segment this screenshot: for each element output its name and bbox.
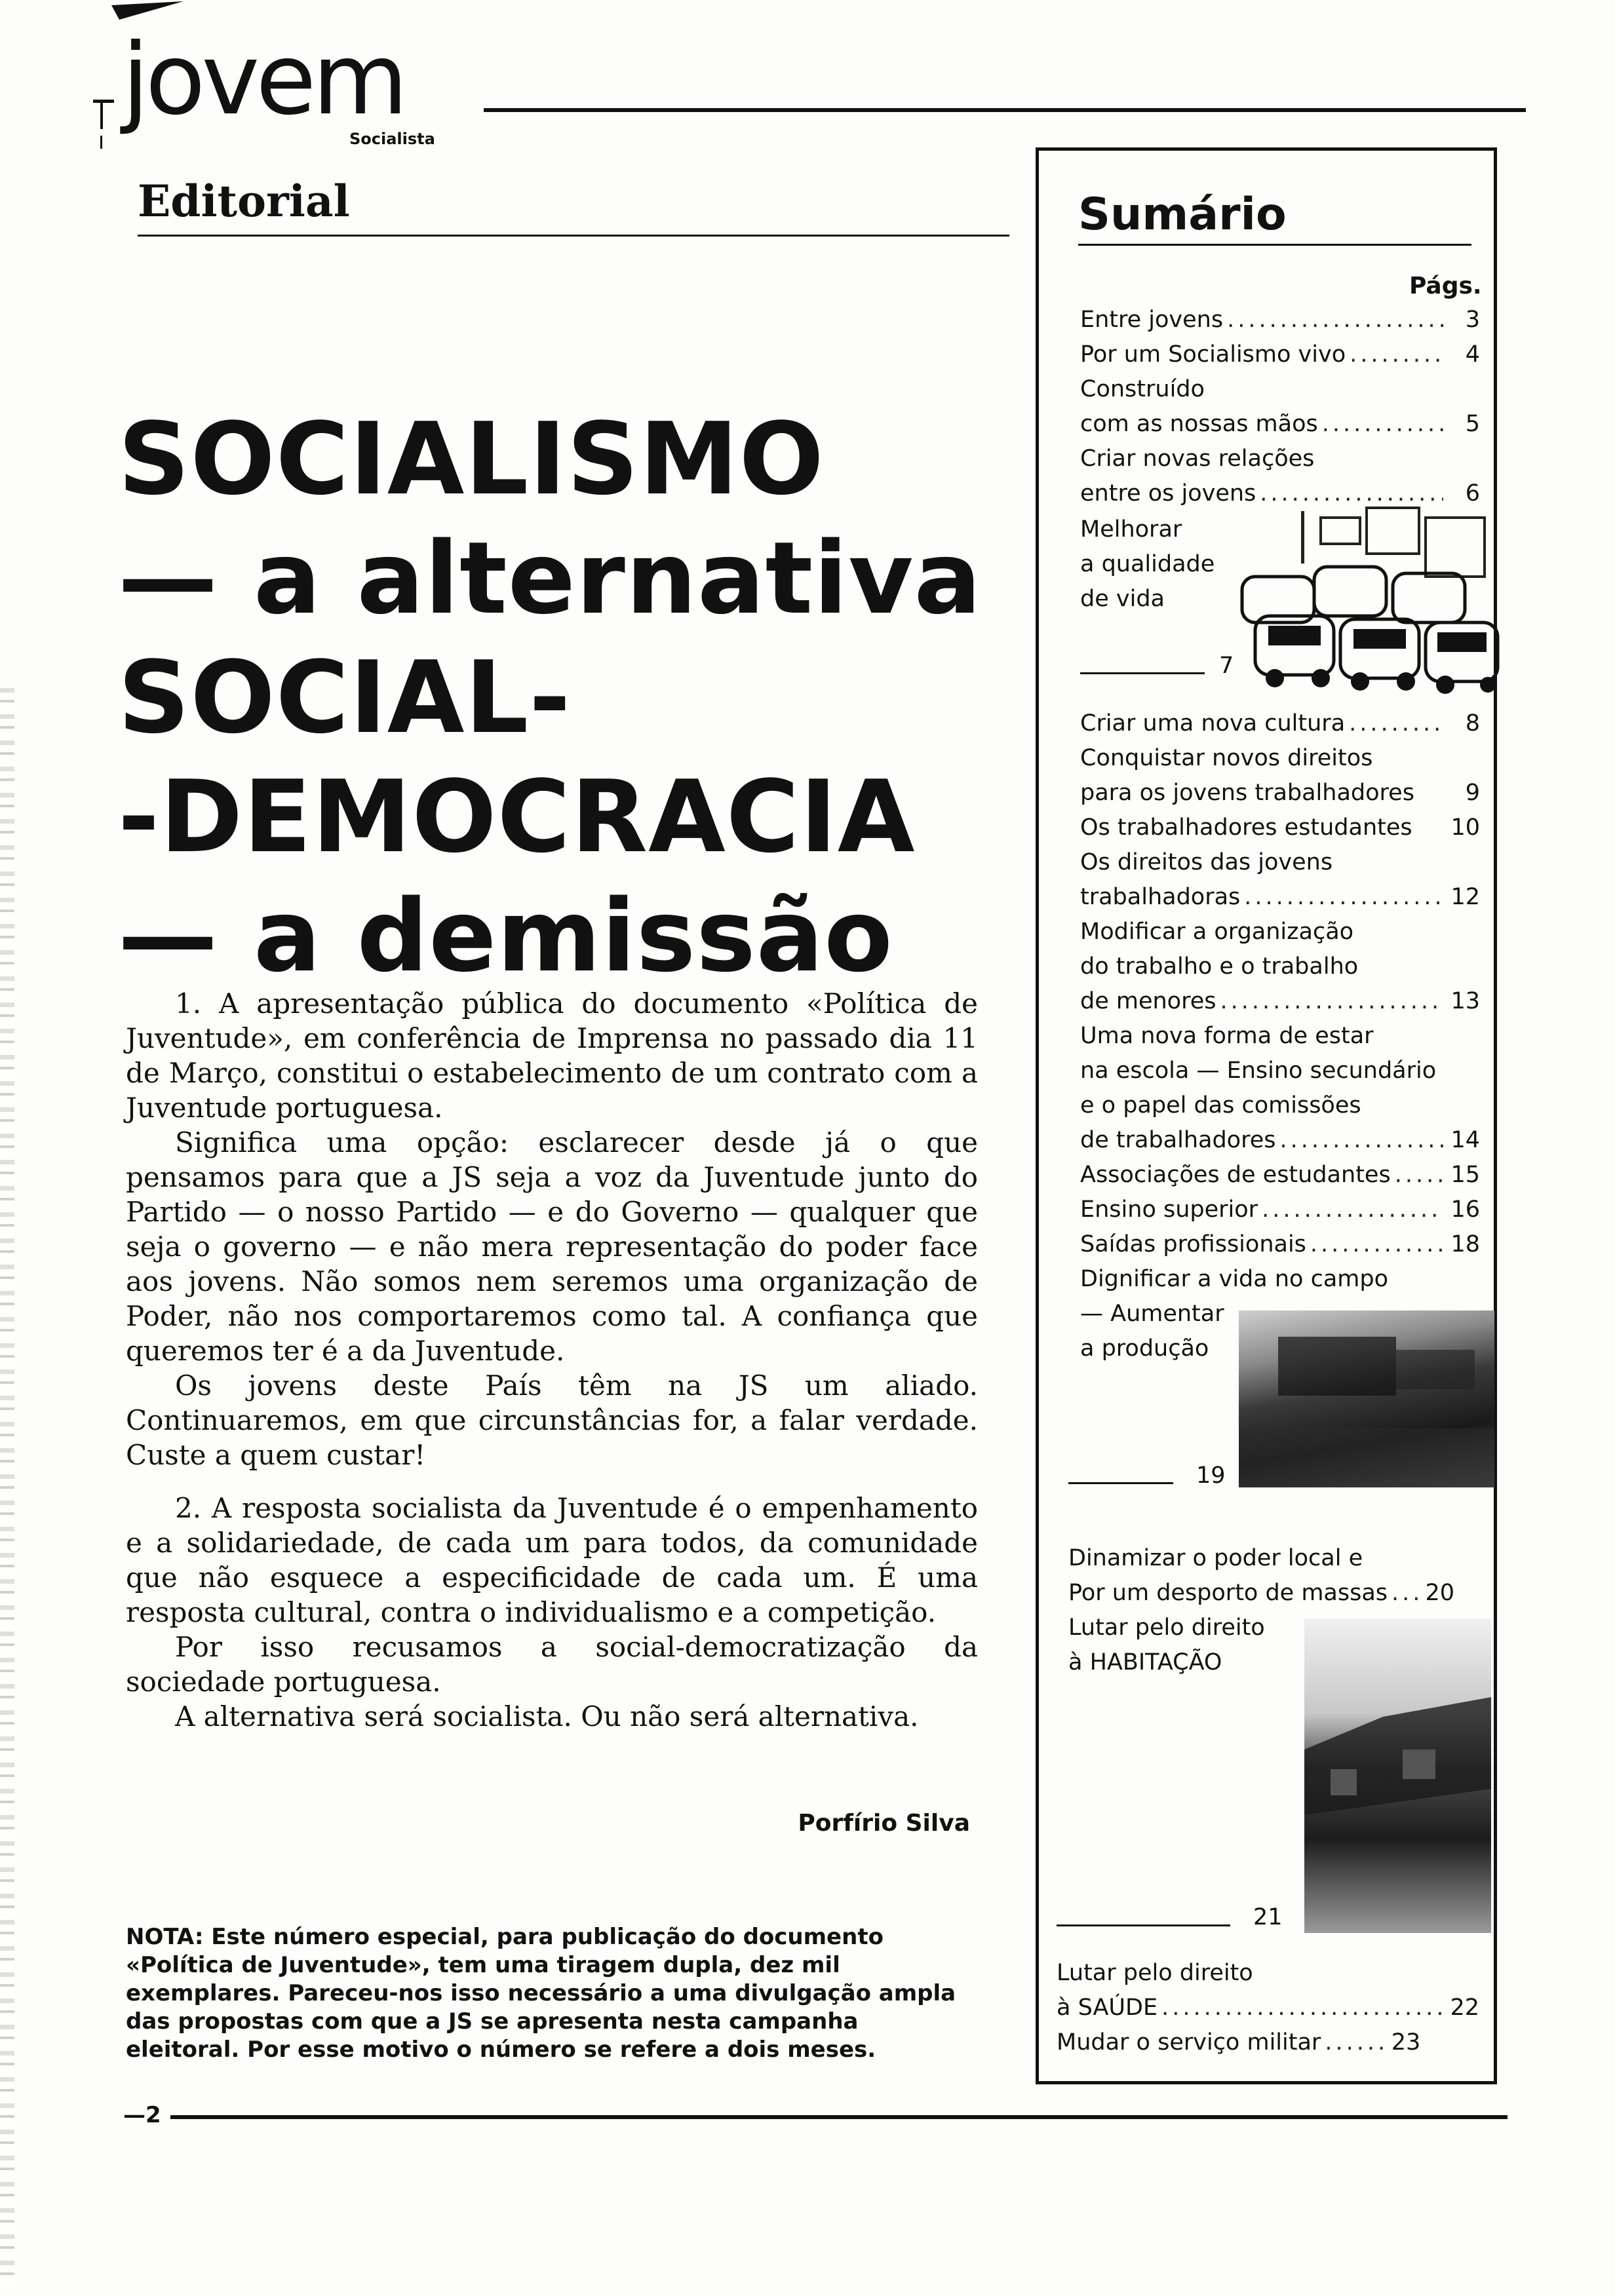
headline-line: — a alternativa [118, 520, 982, 636]
toc-entry-line: Dinamizar o poder local e [1068, 1545, 1363, 1571]
toc-entry-line: Os direitos das jovens [1080, 849, 1333, 875]
toc-entry-line: à HABITAÇÃO [1068, 1649, 1222, 1675]
figure-rule [1080, 672, 1205, 674]
note-text: Este número especial, para publicação do documento «Política de Juventude», tem uma tiragem dupla, dez mil exemplares. Pareceu-nos isso necessário a uma divulgação ampla das propostas com que a JS se apresenta nesta campanha eleitoral. Por esse motivo o número se refere a dois meses. [126, 1924, 956, 2063]
toc-entry[interactable]: de trabalhadores ..... 14 [1080, 1123, 1480, 1158]
toc-entry[interactable]: com as nossas mãos ..... 5 [1080, 407, 1480, 442]
toc-entry-line: na escola — Ensino secundário [1080, 1058, 1437, 1084]
paragraph: Os jovens deste País têm na JS um aliado. Continuaremos, em que circunstâncias for, a falar verdade. Custe a quem custar! [126, 1369, 978, 1471]
toc-entry[interactable]: trabalhadoras ..... 12 [1080, 880, 1480, 915]
toc-entry[interactable]: Saídas profissionais ..... 18 [1080, 1227, 1480, 1262]
toc-entry[interactable]: Por um Socialismo vivo ..... 4 [1080, 337, 1480, 372]
scan-edge-artifact [0, 688, 14, 2287]
paragraph: Significa uma opção: esclarecer desde já o que pensamos para que a JS seja a voz da Juventude junto do Partido — o nosso Partido — e do Governo — qualquer que seja o governo — e não mera representação do poder face aos jovens. Não somos nem seremos uma organização de Poder, não nos comportaremos como tal. A confiança que queremos ter é a da Juventude. [126, 1126, 978, 1367]
paragraph: A alternativa será socialista. Ou não será alternativa. [175, 1700, 919, 1732]
toc-entry-line: Lutar pelo direito [1068, 1615, 1265, 1641]
figure-rule [1057, 1924, 1230, 1926]
author-signature: Porfírio Silva [798, 1810, 970, 1837]
contents-title-rule [1078, 244, 1471, 246]
contents-title: Sumário [1078, 189, 1287, 240]
toc-entry-line: Lutar pelo direito [1057, 1960, 1253, 1986]
toc-entry-line: a qualidade [1080, 551, 1215, 577]
section-heading: Editorial [138, 176, 350, 227]
toc-entry-line: de vida [1080, 586, 1165, 612]
countryside-photo [1239, 1311, 1494, 1487]
toc-entry-line: do trabalho e o trabalho [1080, 953, 1359, 980]
toc-entry[interactable]: Os trabalhadores estudantes 10 [1080, 814, 1480, 841]
toc-entry[interactable]: para os jovens trabalhadores 9 [1080, 780, 1480, 806]
paragraph: 1. A apresentação pública do documento «Política de Juventude», em conferência de Imprensa no passado dia 11 de Março, constitui o estabelecimento de um contrato com a Juventude portuguesa. [126, 987, 978, 1124]
toc-entry-line: Uma nova forma de estar [1080, 1023, 1374, 1049]
toc-entry[interactable]: Associações de estudantes ..... 15 [1080, 1158, 1480, 1193]
toc-entry-line: Modificar a organização [1080, 919, 1354, 945]
masthead-logo [90, 14, 484, 159]
figure-rule [1068, 1482, 1173, 1484]
editorial-body [126, 986, 978, 1734]
toc-entry[interactable]: Mudar o serviço militar ..... 23 [1057, 2025, 1479, 2060]
traffic-illustration-icon [1229, 505, 1504, 695]
footer-rule [170, 2115, 1508, 2119]
figure-page-number[interactable]: 21 [1253, 1904, 1283, 1930]
figure-page-number[interactable]: 19 [1196, 1463, 1226, 1489]
toc-entry-line: Criar novas relações [1080, 446, 1315, 472]
toc-entry[interactable]: Por um desporto de massas ..... 20 [1068, 1576, 1481, 1611]
figure-page-number[interactable]: 7 [1219, 653, 1234, 679]
pages-column-label: Págs. [1409, 273, 1482, 299]
toc-entry-line: Melhorar [1080, 516, 1182, 543]
headline-line: — a demissão [118, 878, 893, 994]
toc-entry-line: Dignificar a vida no campo [1080, 1266, 1388, 1292]
logo-wordmark: jovem [122, 23, 404, 137]
page-number: —2 [123, 2102, 161, 2128]
logo-mark-icon [90, 54, 117, 159]
toc-entry[interactable]: de menores ..... 13 [1080, 984, 1480, 1019]
toc-entry[interactable]: Entre jovens ..... 3 [1080, 303, 1480, 337]
toc-entry[interactable]: Criar uma nova cultura ..... 8 [1080, 706, 1480, 741]
editor-note [126, 1923, 978, 2064]
paragraph: 2. A resposta socialista da Juventude é o empenhamento e a solidariedade, de cada um para todos, da comunidade que não esquece a especificidade de cada um. É uma resposta cultural, contra o individualismo e a competição. [126, 1492, 978, 1628]
logo-subtitle: Socialista [349, 130, 435, 148]
toc-entry-line: Conquistar novos direitos [1080, 745, 1373, 771]
headline-line: -DEMOCRACIA [118, 759, 916, 875]
headline-line: SOCIALISMO [118, 401, 825, 517]
toc-entry-line: e o papel das comissões [1080, 1092, 1361, 1119]
toc-entry[interactable]: à SAÚDE ..... 22 [1057, 1991, 1479, 2025]
masthead-rule [484, 108, 1526, 112]
paragraph: Por isso recusamos a social-democratização da sociedade portuguesa. [126, 1631, 978, 1698]
headline-line: SOCIAL- [118, 640, 572, 756]
toc-entry[interactable]: entre os jovens ..... 6 [1080, 476, 1480, 511]
note-label: NOTA: [126, 1924, 204, 1950]
section-rule [138, 235, 1009, 237]
toc-entry[interactable]: Ensino superior ..... 16 [1080, 1193, 1480, 1227]
headline [118, 400, 982, 996]
toc-entry-line: a produção [1080, 1335, 1209, 1362]
toc-entry-line: Construído [1080, 376, 1205, 402]
toc-entry-line: — Aumentar [1080, 1301, 1224, 1327]
housing-photo [1304, 1618, 1491, 1933]
